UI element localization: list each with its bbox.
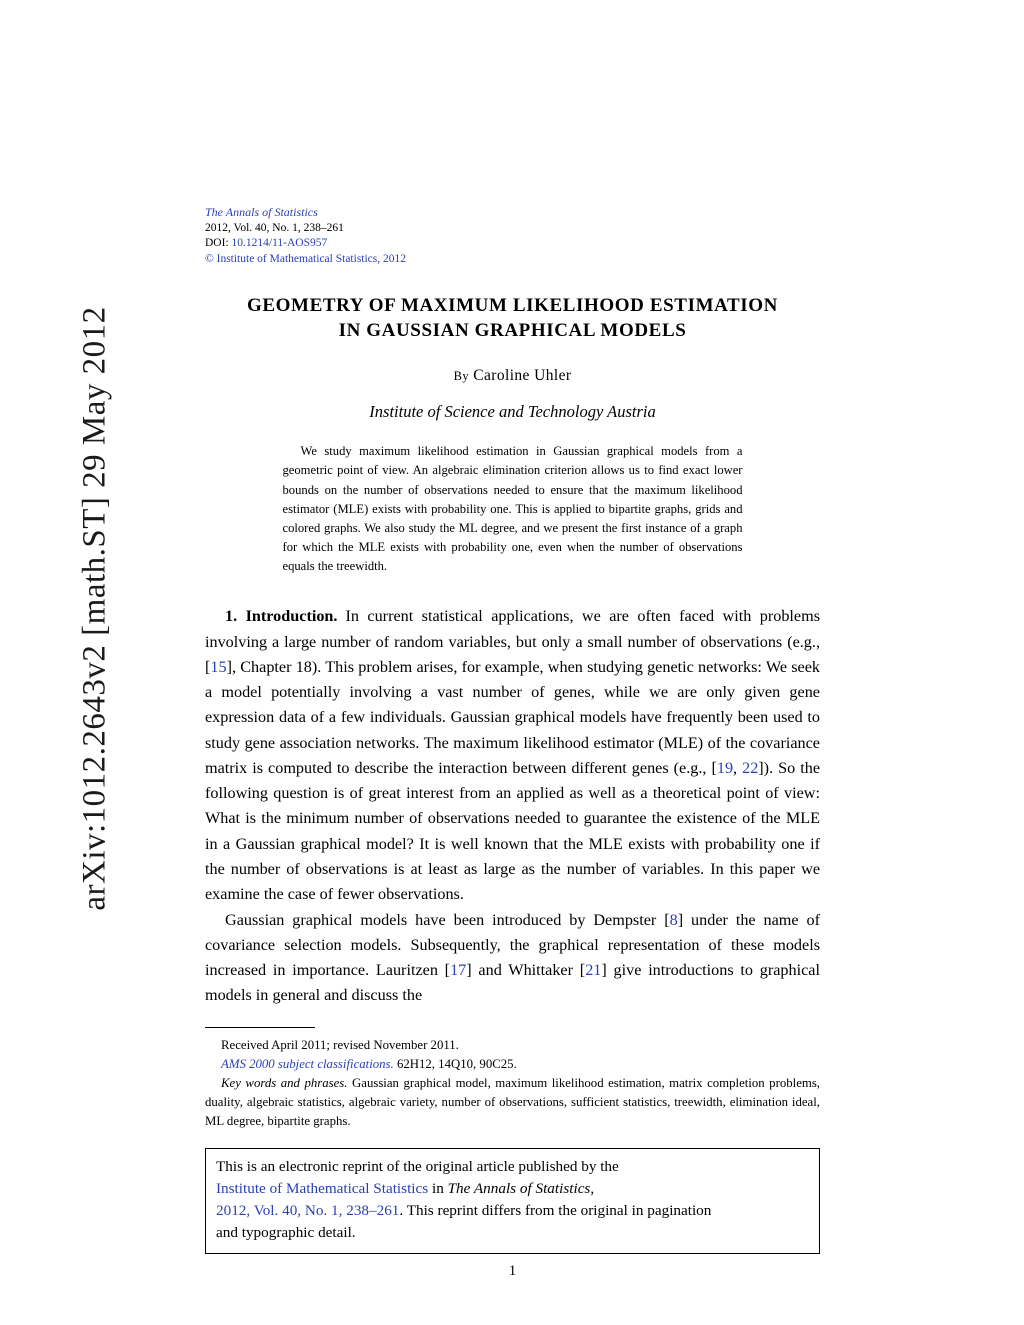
footnote-ams [205,1055,820,1074]
paragraph-gaussian-models [205,908,820,1009]
eprint-line-2 [216,1178,809,1200]
section-number: 1. [225,607,238,626]
eprint-line-3-rest: . This reprint differs from the original in pagination [399,1201,712,1219]
author-name: Caroline Uhler [473,367,572,385]
paragraph-1-part-d: ]). So the following question is of great interest from an applied as well as a theoretical point of view: What is the minimum number of observations needed to guarantee the existence of the MLE in a Gaussian graphical model? It is well known that the MLE exists with probability one if the number of observations is at least as large as the number of variables. In this paper we examine the case of fewer observations. [205,758,821,904]
paragraph-1-part-b: ], Chapter 18). This problem arises, for example, when studying genetic networks: We seek a model potentially involving a vast number of genes, while we are only given gene expression data of a few individuals. Gaussian graphical models have frequently been used to study gene association networks. The maximum likelihood estimator (MLE) of the covariance matrix is computed to describe the interaction between different genes (e.g., [ [205,657,820,777]
paragraph-2-part-c: ] and Whittaker [ [466,961,586,980]
keywords-label: Key words and phrases. [221,1075,348,1090]
journal-volume-info: 2012, Vol. 40, No. 1, 238–261 [205,221,344,234]
byline-prefix: By [453,369,469,384]
paragraph-1-sep: , [733,758,743,777]
paragraph-2-part-d: ] give introductions to graphical models in general and discuss the [205,961,820,1005]
eprint-line-4: and typographic detail. [216,1223,356,1241]
title-line-2: IN GAUSSIAN GRAPHICAL MODELS [338,320,687,342]
body-text [205,604,820,1008]
title-line-1: GEOMETRY OF MAXIMUM LIKELIHOOD ESTIMATION [247,294,778,316]
paragraph-1-part-a: In current statistical applications, we are often faced with problems involving a large number of random variables, but only a small number of observations (e.g., [ [205,607,821,676]
eprint-line-1: This is an electronic reprint of the original article published by the [216,1157,619,1175]
publisher-link[interactable]: Institute of Mathematical Statistics [216,1179,429,1197]
citation-19[interactable]: 19 [716,758,734,777]
citation-21[interactable]: 21 [585,961,602,980]
citation-8[interactable]: 8 [669,910,678,929]
journal-name: The Annals of Statistics [205,205,318,219]
abstract-text: We study maximum likelihood estimation in Gaussian graphical models from a geometric point of view. An algebraic elimination criterion allows us to find exact lower bounds on the number of observations needed to ensure that the maximum likelihood estimator (MLE) exists with probability one. This is applied to bipartite graphs, grids and colored graphs. We also study the ML degree, and we present the first instance of a graph for which the MLE exists with probability one, even when the number of observations equals the treewidth. [282,444,743,574]
paragraph-introduction [205,604,820,907]
paragraph-2-part-b: ] under the name of covariance selection models. Subsequently, the graphical representation of these models increased in importance. Lauritzen [ [205,910,820,980]
footnotes [205,1036,820,1132]
footnote-keywords [205,1074,820,1132]
citation-15[interactable]: 15 [210,657,227,676]
byline [205,367,820,385]
journal-doi-row [205,236,820,251]
affiliation: Institute of Science and Technology Austria [369,402,656,422]
abstract [283,442,743,576]
eprint-comma: , [590,1179,595,1197]
received-text: Received April 2011; revised November 2011. [221,1037,459,1052]
eprint-line-3 [216,1200,809,1222]
citation-22[interactable]: 22 [742,758,759,777]
footnote-received [205,1036,820,1055]
paper-page [205,205,820,1280]
citation-link[interactable]: 2012, Vol. 40, No. 1, 238–261 [216,1201,400,1219]
journal-title-italic: The Annals of Statistics [447,1179,591,1197]
paragraph-2-part-a: Gaussian graphical models have been introduced by Dempster [ [225,910,670,929]
journal-copyright: © Institute of Mathematical Statistics, 2012 [205,252,407,265]
ams-codes: 62H12, 14Q10, 90C25. [396,1056,517,1071]
eprint-in-word: in [431,1179,444,1197]
eprint-notice-box [205,1148,820,1254]
citation-17[interactable]: 17 [450,961,467,980]
page-number: 1 [508,1262,517,1279]
footnote-divider [205,1027,315,1028]
doi-link[interactable]: 10.1214/11-AOS957 [231,237,328,250]
doi-label: DOI: [205,237,229,250]
keywords-text: Gaussian graphical model, maximum likelihood estimation, matrix completion problems, duality, algebraic statistics, algebraic variety, number of observations, sufficient statistics, treewidth, elimination ideal, ML degree, bipartite graphs. [205,1075,821,1129]
journal-header [205,205,820,267]
ams-label: AMS 2000 subject classifications. [221,1056,394,1071]
arxiv-identifier-stamp: arXiv:1012.2643v2 [math.ST] 29 May 2012 [76,306,113,911]
section-title: Introduction. [245,607,338,626]
page-title [205,293,820,344]
